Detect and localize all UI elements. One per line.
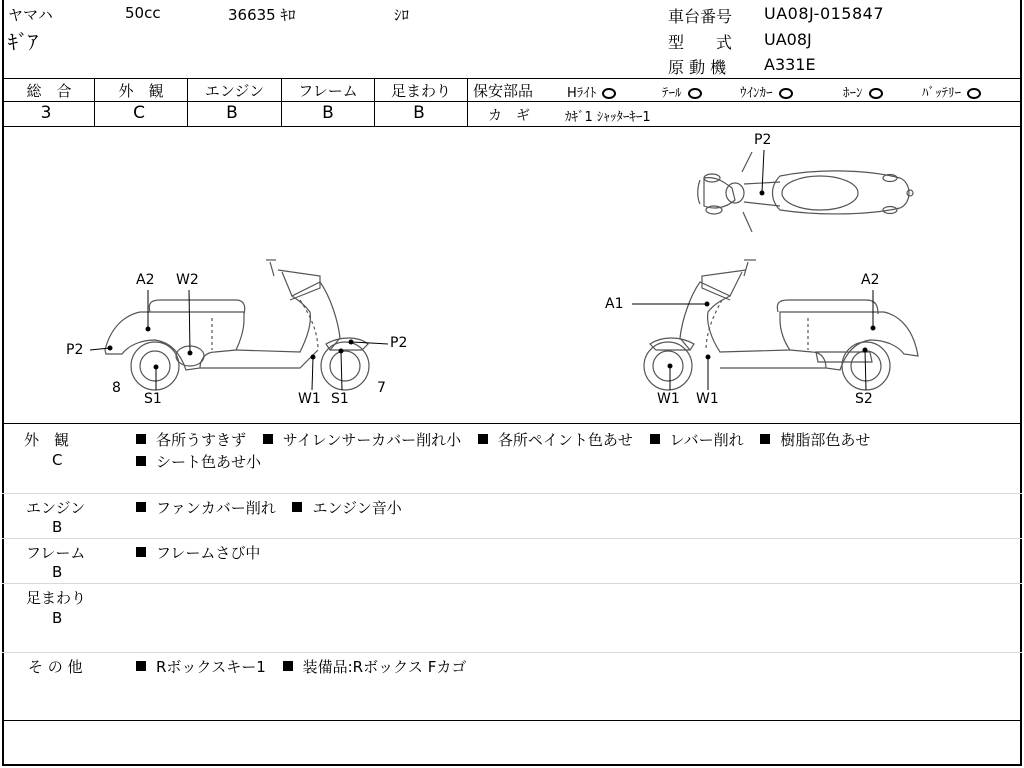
remark-frame-line-1 bbox=[136, 542, 272, 563]
safety-item-headlight-label: Hﾗｲﾄ bbox=[567, 86, 597, 101]
label-right-w1-b: W1 bbox=[696, 391, 719, 407]
remark-item bbox=[283, 658, 467, 676]
type-value: UA08J bbox=[764, 30, 812, 49]
bullet-square-icon bbox=[760, 434, 770, 444]
bullet-square-icon bbox=[136, 502, 146, 512]
label-left-w2: W2 bbox=[176, 272, 199, 288]
remark-item bbox=[478, 431, 633, 449]
remark-grade-frame: B bbox=[52, 563, 63, 581]
grade-table-top bbox=[2, 78, 1022, 79]
divider bbox=[2, 538, 1022, 539]
remark-item bbox=[136, 544, 260, 562]
safety-mid bbox=[468, 101, 1022, 102]
bullet-square-icon bbox=[283, 661, 293, 671]
grade-value-engine: B bbox=[226, 103, 238, 123]
bullet-square-icon bbox=[136, 661, 146, 671]
remark-text: エンジン音小 bbox=[312, 499, 402, 517]
engine-value: A331E bbox=[764, 55, 816, 74]
headlight-ok-mark bbox=[602, 88, 616, 99]
grade-value-exterior: C bbox=[133, 103, 145, 123]
label-left-s1-rear: S1 bbox=[144, 391, 162, 407]
label-left-8: 8 bbox=[112, 380, 121, 396]
label-left-w1: W1 bbox=[298, 391, 321, 407]
grade-table-mid bbox=[2, 101, 468, 102]
col-div-5 bbox=[467, 78, 468, 126]
remark-item bbox=[292, 499, 401, 517]
grade-header-suspension: 足まわり bbox=[390, 82, 451, 100]
safety-item-battery bbox=[922, 82, 981, 101]
key-label: カ ギ bbox=[488, 108, 530, 124]
remark-engine-line-1 bbox=[136, 497, 414, 518]
safety-item-tail-label: ﾃｰﾙ bbox=[662, 86, 682, 101]
divider bbox=[2, 652, 1022, 653]
remark-label-engine: エンジン bbox=[26, 499, 86, 517]
label-right-s2: S2 bbox=[855, 391, 873, 407]
label-left-a2: A2 bbox=[136, 272, 155, 288]
safety-item-headlight bbox=[567, 82, 616, 101]
remark-grade-suspension: B bbox=[52, 609, 63, 627]
remark-exterior-line-1 bbox=[136, 429, 882, 450]
divider bbox=[2, 493, 1022, 494]
remark-other-line-1 bbox=[136, 656, 478, 677]
model-name: ｷﾞｱ bbox=[8, 30, 38, 54]
grade-header-exterior: 外 観 bbox=[118, 82, 164, 100]
remark-item bbox=[650, 431, 744, 449]
type-label: 型 式 bbox=[668, 33, 733, 52]
remark-text: レバー削れ bbox=[669, 431, 744, 449]
grade-header-engine: エンジン bbox=[204, 82, 265, 100]
remark-item bbox=[136, 658, 266, 676]
battery-ok-mark bbox=[967, 88, 981, 99]
remark-label-other: そ の 他 bbox=[28, 658, 83, 676]
frame-no-label: 車台番号 bbox=[668, 7, 733, 26]
bullet-square-icon bbox=[650, 434, 660, 444]
grade-header-overall: 総 合 bbox=[26, 82, 72, 100]
bullet-square-icon bbox=[478, 434, 488, 444]
remark-text: 装備品:Rボックス Fカゴ bbox=[302, 658, 467, 676]
remark-grade-exterior: C bbox=[52, 451, 63, 469]
label-left-p2-front: P2 bbox=[390, 335, 408, 351]
bullet-square-icon bbox=[136, 547, 146, 557]
label-right-w1-a: W1 bbox=[657, 391, 680, 407]
safety-item-horn bbox=[843, 82, 883, 101]
remark-text: Rボックスキー1 bbox=[156, 658, 266, 676]
remark-label-exterior: 外 観 bbox=[24, 431, 70, 449]
remark-item bbox=[136, 431, 246, 449]
engine-label: 原 動 機 bbox=[668, 58, 727, 77]
remarks-bottom bbox=[2, 720, 1022, 721]
safety-item-horn-label: ﾎｰﾝ bbox=[843, 86, 863, 101]
grade-header-frame: フレーム bbox=[298, 82, 358, 100]
remark-text: 各所ペイント色あせ bbox=[497, 431, 633, 449]
safety-item-winker bbox=[740, 82, 793, 101]
safety-label: 保安部品 bbox=[473, 82, 534, 100]
key-value: ｶｷﾞ1 ｼｬｯﾀｰｷｰ1 bbox=[565, 110, 651, 125]
remark-item bbox=[136, 499, 276, 517]
grade-value-overall: 3 bbox=[40, 103, 52, 123]
maker: ヤマハ bbox=[8, 6, 53, 24]
remark-text: シート色あせ小 bbox=[156, 453, 262, 471]
label-right-a2: A2 bbox=[861, 272, 880, 288]
scooter-top-view bbox=[698, 152, 913, 232]
horn-ok-mark bbox=[869, 88, 883, 99]
winker-ok-mark bbox=[779, 88, 793, 99]
label-left-s1-front: S1 bbox=[331, 391, 349, 407]
remark-item bbox=[760, 431, 870, 449]
remark-text: 樹脂部色あせ bbox=[780, 431, 871, 449]
bullet-square-icon bbox=[136, 456, 146, 466]
label-right-a1: A1 bbox=[605, 296, 624, 312]
remark-text: ファンカバー削れ bbox=[156, 499, 276, 517]
remark-item bbox=[263, 431, 461, 449]
color: ｼﾛ bbox=[394, 6, 410, 24]
remark-grade-engine: B bbox=[52, 518, 63, 536]
divider bbox=[2, 583, 1022, 584]
tail-ok-mark bbox=[688, 88, 702, 99]
remark-item bbox=[136, 453, 261, 471]
label-top-p2: P2 bbox=[754, 132, 772, 148]
bullet-square-icon bbox=[263, 434, 273, 444]
safety-item-winker-label: ｳｲﾝｶｰ bbox=[740, 86, 773, 101]
bullet-square-icon bbox=[136, 434, 146, 444]
remark-text: 各所うすきず bbox=[156, 431, 247, 449]
remark-text: サイレンサーカバー削れ小 bbox=[282, 431, 462, 449]
remark-text: フレームさび中 bbox=[156, 544, 261, 562]
safety-item-battery-label: ﾊﾞｯﾃﾘｰ bbox=[922, 86, 961, 101]
remark-label-frame: フレーム bbox=[26, 544, 86, 562]
label-left-p2-rear: P2 bbox=[66, 342, 84, 358]
remark-exterior-line-2 bbox=[136, 451, 273, 472]
label-left-7: 7 bbox=[377, 380, 386, 396]
frame-no-value: UA08J-015847 bbox=[764, 4, 885, 23]
mileage: 36635 ｷﾛ bbox=[228, 6, 296, 24]
bullet-square-icon bbox=[292, 502, 302, 512]
safety-item-tail bbox=[662, 82, 702, 101]
displacement: 50cc bbox=[125, 4, 161, 22]
grade-value-suspension: B bbox=[413, 103, 425, 123]
remark-label-suspension: 足まわり bbox=[26, 589, 87, 607]
grade-value-frame: B bbox=[322, 103, 334, 123]
